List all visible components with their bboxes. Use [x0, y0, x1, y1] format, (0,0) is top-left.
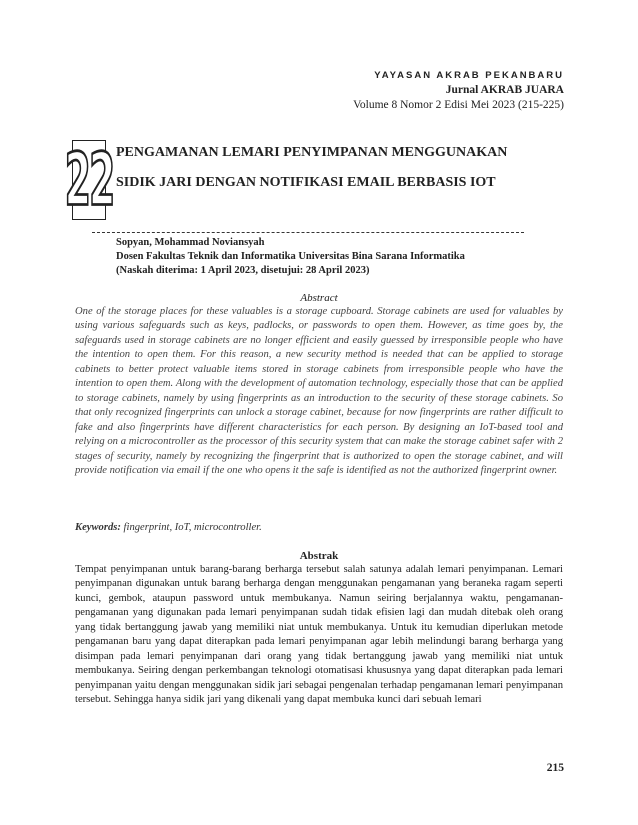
publisher-name: YAYASAN AKRAB PEKANBARU: [374, 70, 564, 81]
abstract-id-heading: Abstrak: [299, 550, 339, 562]
keywords-text: fingerprint, IoT, microcontroller.: [120, 522, 262, 533]
chapter-number: 22: [64, 138, 114, 222]
title-divider: [92, 232, 524, 233]
author-affiliation: Dosen Fakultas Teknik dan Informatika Universitas Bina Sarana Informatika: [116, 251, 465, 262]
abstract-en-body: One of the storage places for these valuables is a storage cupboard. Storage cabinets are used for valuables by using various safeguards such as keys, padlocks, or passwords to open them. However, as time goes by, the safeguards used in storage cabinets are no longer efficient and easily guessed by irresponsible people who have the intention to open them. For this reason, a new security method is needed that can be applied to storage cabinets to better protect valuable items stored in storage cabinets from irresponsible people who have the intention to open them. Along with the development of automation technology, especially those that can be applied to storage cabinets, namely by using fingerprints as an introduction to the security of these storage cabinets. So that only recognized fingerprints can unlock a storage cabinet, because for now fingerprints are rather difficult to fake and also fingerprints have different characteristics for each person. By designing an IoT-based tool and relying on a microcontroller as the processor of this security system that can make the storage cabinet safer with 2 stages of security, namely by recognizing the fingerprint that is authorized to open the storage cabinet, and will provide notification via email if the one who opens it the safe is identified as not the authorized fingerprint owner.: [75, 306, 563, 476]
abstract-en-heading: Abstract: [300, 292, 338, 304]
keywords: [75, 522, 563, 533]
chapter-number-badge: [64, 138, 114, 222]
journal-name: Jurnal AKRAB JUARA: [445, 84, 564, 96]
author-names: Sopyan, Mohammad Noviansyah: [116, 237, 265, 248]
article-title-line-2: SIDIK JARI DENGAN NOTIFIKASI EMAIL BERBASIS IOT: [116, 175, 496, 190]
abstract-id-body: Tempat penyimpanan untuk barang-barang berharga tersebut salah satunya adalah lemari penyimpanan. Lemari penyimpanan digunakan untuk barang berharga dengan menggunakan pengamanan yang beraneka ragam seperti kunci, gembok, ataupun password untuk membukanya. Namun seiring berjalannya waktu, pengamanan-pengamanan yang digunakan pada lemari penyimpanan sudah tidak efisien lagi dan mudah ditebak oleh orang yang tidak bertanggung jawab yang memiliki niat untuk membukanya. Untuk itu kemudian diperlukan metode pengamanan baru yang dapat diterapkan pada lemari penyimpanan agar lebih melindungi barang berharga yang disimpan pada lemari penyimpanan dari orang yang tidak bertanggung jawab yang memiliki niat untuk membukanya. Seiring dengan perkembangan teknologi otomatisasi khususnya yang dapat diterapkan pada lemari penyimpanan yaitu dengan menggunakan sidik jari sebagai pengenalan terhadap pengamanan lemari penyimpanan tersebut. Sehingga hanya sidik jari yang dikenali yang dapat membuka kunci dari sebuah lemari: [75, 564, 563, 706]
submission-dates: (Naskah diterima: 1 April 2023, disetujui: 28 April 2023): [116, 265, 370, 276]
article-title-line-1: PENGAMANAN LEMARI PENYIMPANAN MENGGUNAKAN: [116, 145, 508, 160]
keywords-label: Keywords:: [75, 522, 121, 533]
page-number: 215: [546, 762, 564, 774]
volume-info: Volume 8 Nomor 2 Edisi Mei 2023 (215-225): [353, 99, 564, 111]
